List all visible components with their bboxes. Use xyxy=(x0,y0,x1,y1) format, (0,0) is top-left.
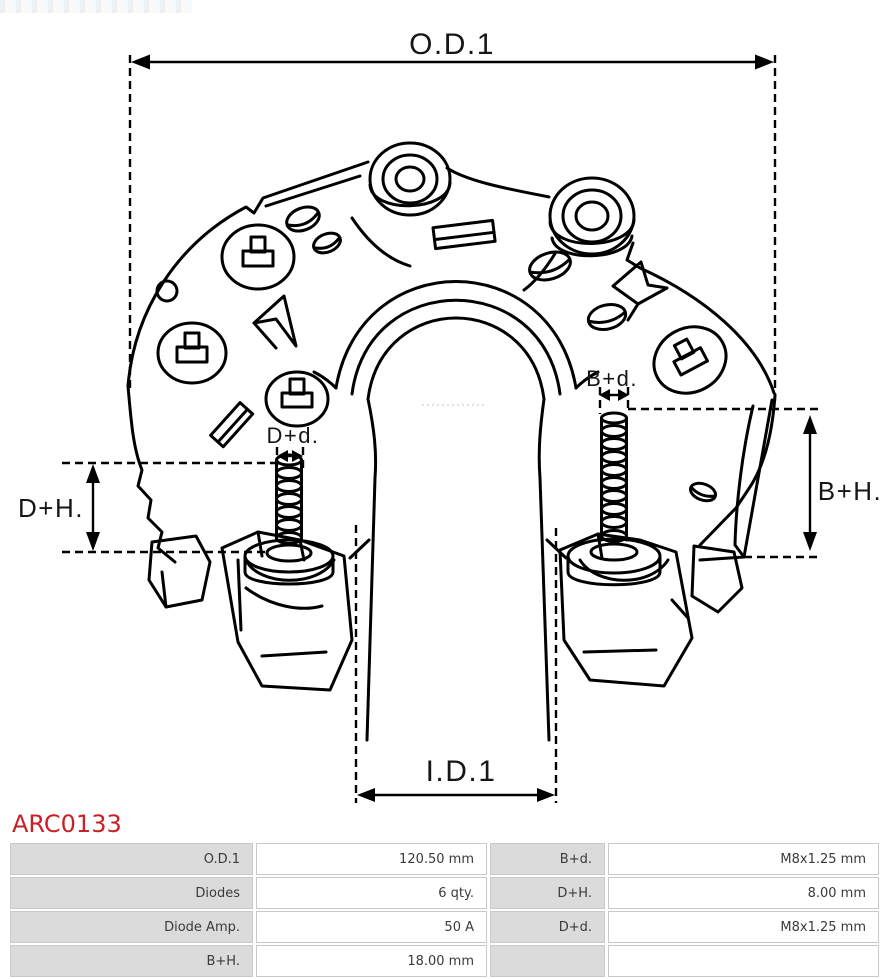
spec-value-empty xyxy=(608,945,879,977)
rect-slot-left xyxy=(211,403,253,447)
spec-value: 50 A xyxy=(256,911,487,943)
right-stud xyxy=(568,413,660,585)
spec-label: Diode Amp. xyxy=(10,911,253,943)
diode-3 xyxy=(266,372,328,426)
spec-label: O.D.1 xyxy=(10,843,253,875)
od1-label: O.D.1 xyxy=(409,28,495,61)
spec-value: M8x1.25 mm xyxy=(608,911,879,943)
left-stud xyxy=(245,455,333,584)
d-plus-d-label: D+d. xyxy=(266,423,320,448)
spec-value: 18.00 mm xyxy=(256,945,487,977)
spec-table xyxy=(10,843,879,977)
d-plus-h-label: D+H. xyxy=(18,493,84,523)
pointer-glyph-right xyxy=(613,262,667,320)
pointer-glyph-left xyxy=(254,296,296,348)
id1-label: I.D.1 xyxy=(425,755,497,788)
diode-2 xyxy=(158,323,226,383)
spec-label: B+H. xyxy=(10,945,253,977)
b-plus-h-label: B+H. xyxy=(817,476,883,506)
small-hole xyxy=(157,281,177,301)
rectifier-drawing xyxy=(128,143,775,740)
spec-value: 6 qty. xyxy=(256,877,487,909)
dimensions xyxy=(18,28,882,803)
vent-slots xyxy=(283,202,718,504)
spec-label: B+d. xyxy=(490,843,605,875)
spec-value: M8x1.25 mm xyxy=(608,843,879,875)
spec-label: D+H. xyxy=(490,877,605,909)
b-plus-d-label: B+d. xyxy=(586,366,638,391)
spec-value: 8.00 mm xyxy=(608,877,879,909)
diode-4 xyxy=(642,314,737,405)
spec-label-empty xyxy=(490,945,605,977)
spec-value: 120.50 mm xyxy=(256,843,487,875)
part-number: ARC0133 xyxy=(12,810,122,838)
spec-label: D+d. xyxy=(490,911,605,943)
diode-1 xyxy=(222,225,294,289)
rect-slot-top xyxy=(433,220,495,248)
spec-label: Diodes xyxy=(10,877,253,909)
